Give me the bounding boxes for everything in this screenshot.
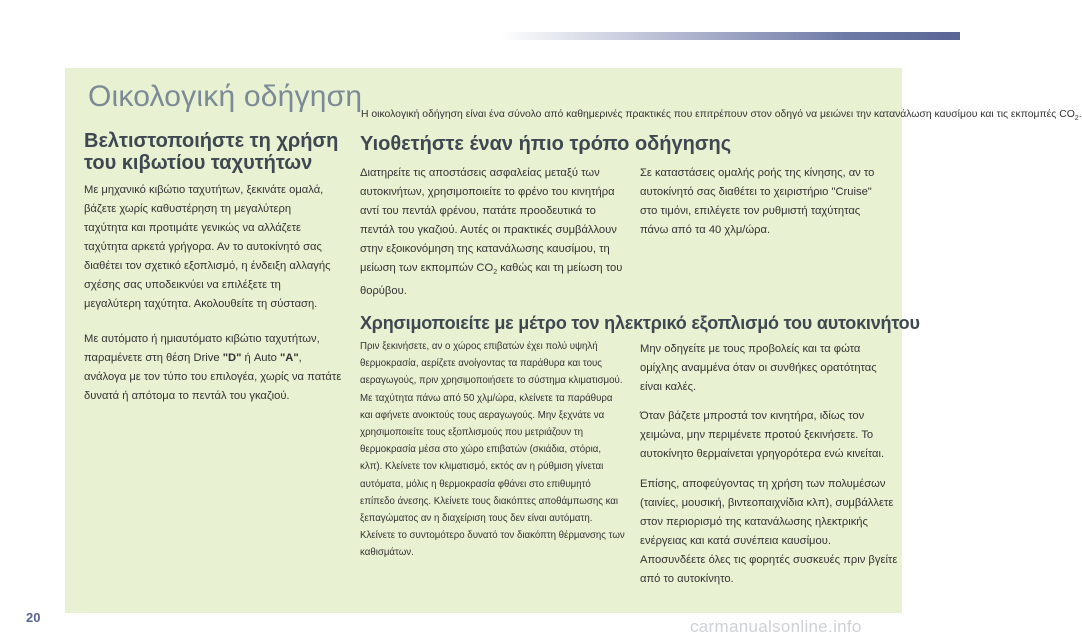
gearbox-paragraph-2: Με αυτόματο ή ημιαυτόματο κιβώτιο ταχυτήτων, παραμένετε στη θέση Drive "D" ή Auto "A", ανάλογα με τον τύπο του επιλογέα, χωρίς να πατάτε δυνατά ή απότομα το πεντάλ του γκαζιού. [84, 333, 342, 402]
electrical-equipment-heading: Χρησιμοποιείτε με μέτρο τον ηλεκτρικό εξοπλισμό του αυτοκινήτου [360, 313, 920, 333]
engine-warmup-paragraph: Όταν βάζετε μπροστά τον κινητήρα, ιδίως τον χειμώνα, μην περιμένετε προτού ξεκινήσετε. Το αυτοκίνητο θερμαίνεται γρηγορότερα ενώ κινείται. [640, 410, 885, 460]
page-title: Οικολογική οδήγηση [88, 80, 363, 113]
driving-style-column-a: Διατηρείτε τις αποστάσεις ασφαλείας μεταξύ των αυτοκινήτων, χρησιμοποιείτε το φρένο του κινητήρα αντί του πεντάλ φρένου, πατάτε προοδευτικά το πεντάλ του γκαζιού. Αυτές οι πρακτικές συμβάλλουν στην εξοικονόμηση της κατανάλωσης καυσίμου, τη μείωση των εκπομπών $CO_2$ καθώς και τη μείωση του θορύβου. [360, 167, 623, 298]
headlights-paragraph: Μην οδηγείτε με τους προβολείς και τα φώτα ομίχλης αναμμένα όταν οι συνθήκες ορατότητας είναι καλές. [640, 343, 877, 393]
gearbox-heading: Βελτιστοποιήστε τη χρήση του κιβωτίου ταχυτήτων [84, 130, 339, 174]
driving-style-column-b: Σε καταστάσεις ομαλής ροής της κίνησης, αν το αυτοκίνητό σας διαθέτει το χειριστήριο "Cruise" στο τιμόνι, επιλέγετε τον ρυθμιστή ταχύτητας πάνω από τα 40 χλμ/ώρα. [640, 167, 875, 236]
electrical-equipment-column-a: Πριν ξεκινήσετε, αν ο χώρος επιβατών έχει πολύ υψηλή θερμοκρασία, αερίζετε ανοίγοντας τα παράθυρα και τους αεραγωγούς, πριν χρησιμοποιήσετε το σύστημα κλιματισμού. Με ταχύτητα πάνω από 50 χλμ/ώρα, κλείνετε τα παράθυρα και αφήνετε ανοικτούς τους αεραγωγούς. Μην ξεχνάτε να χρησιμοποιείτε τους εξοπλισμούς που μετριάζουν τη θερμοκρασία μέσα στο χώρο επιβατών (σκιάδια, στόρια, κλπ). Κλείνετε τον κλιματισμό, εκτός αν η ρύθμιση γίνεται αυτόματα, μόλις η θερμοκρασία φθάνει στο επιθυμητό επίπεδο άνεσης. Κλείνετε τους διακόπτες αποθάμπωσης και ξεπαγώματος αν η διαχείριση τους δεν είναι αυτόματη. Κλείνετε το συντομότερο δυνατό τον διακόπτη θέρμανσης των καθισμάτων. [360, 341, 625, 559]
header-gradient-bar [500, 32, 960, 40]
intro-text: Η οικολογική οδήγηση είναι ένα σύνολο από καθημερινές πρακτικές που επιτρέπουν στον οδηγό να μειώνει την κατανάλωση καυσίμου και τις εκπομπές $CO_2$. [361, 109, 1082, 123]
driving-style-heading: Υιοθετήστε έναν ήπιο τρόπο οδήγησης [360, 133, 732, 155]
multimedia-paragraph: Επίσης, αποφεύγοντας τη χρήση των πολυμέσων (ταινίες, μουσική, βιντεοπαιχνίδια κλπ), συμβάλλετε στον περιορισμό της κατανάλωσης ηλεκτρικής ενέργειας και κατά συνέπεια καυσίμου. Αποσυνδέετε όλες τις φορητές συσκευές πριν βγείτε από το αυτοκίνητο. [640, 478, 898, 585]
page-number: 20 [26, 610, 41, 625]
watermark: carmanualsonline.info [690, 617, 862, 636]
gearbox-paragraph-1: Με μηχανικό κιβώτιο ταχυτήτων, ξεκινάτε ομαλά, βάζετε χωρίς καθυστέρηση τη μεγαλύτερη ταχύτητα και προτιμάτε γενικώς να αλλάζετε ταχύτητα αρκετά γρήγορα. Αν το αυτοκίνητό σας διαθέτει τον σχετικό εξοπλισμό, η ένδειξη αλλαγής σχέσης σας υποδεικνύει να επιλέξετε τη μεγαλύτερη ταχύτητα. Ακολουθείτε τη σύσταση. [84, 184, 331, 310]
